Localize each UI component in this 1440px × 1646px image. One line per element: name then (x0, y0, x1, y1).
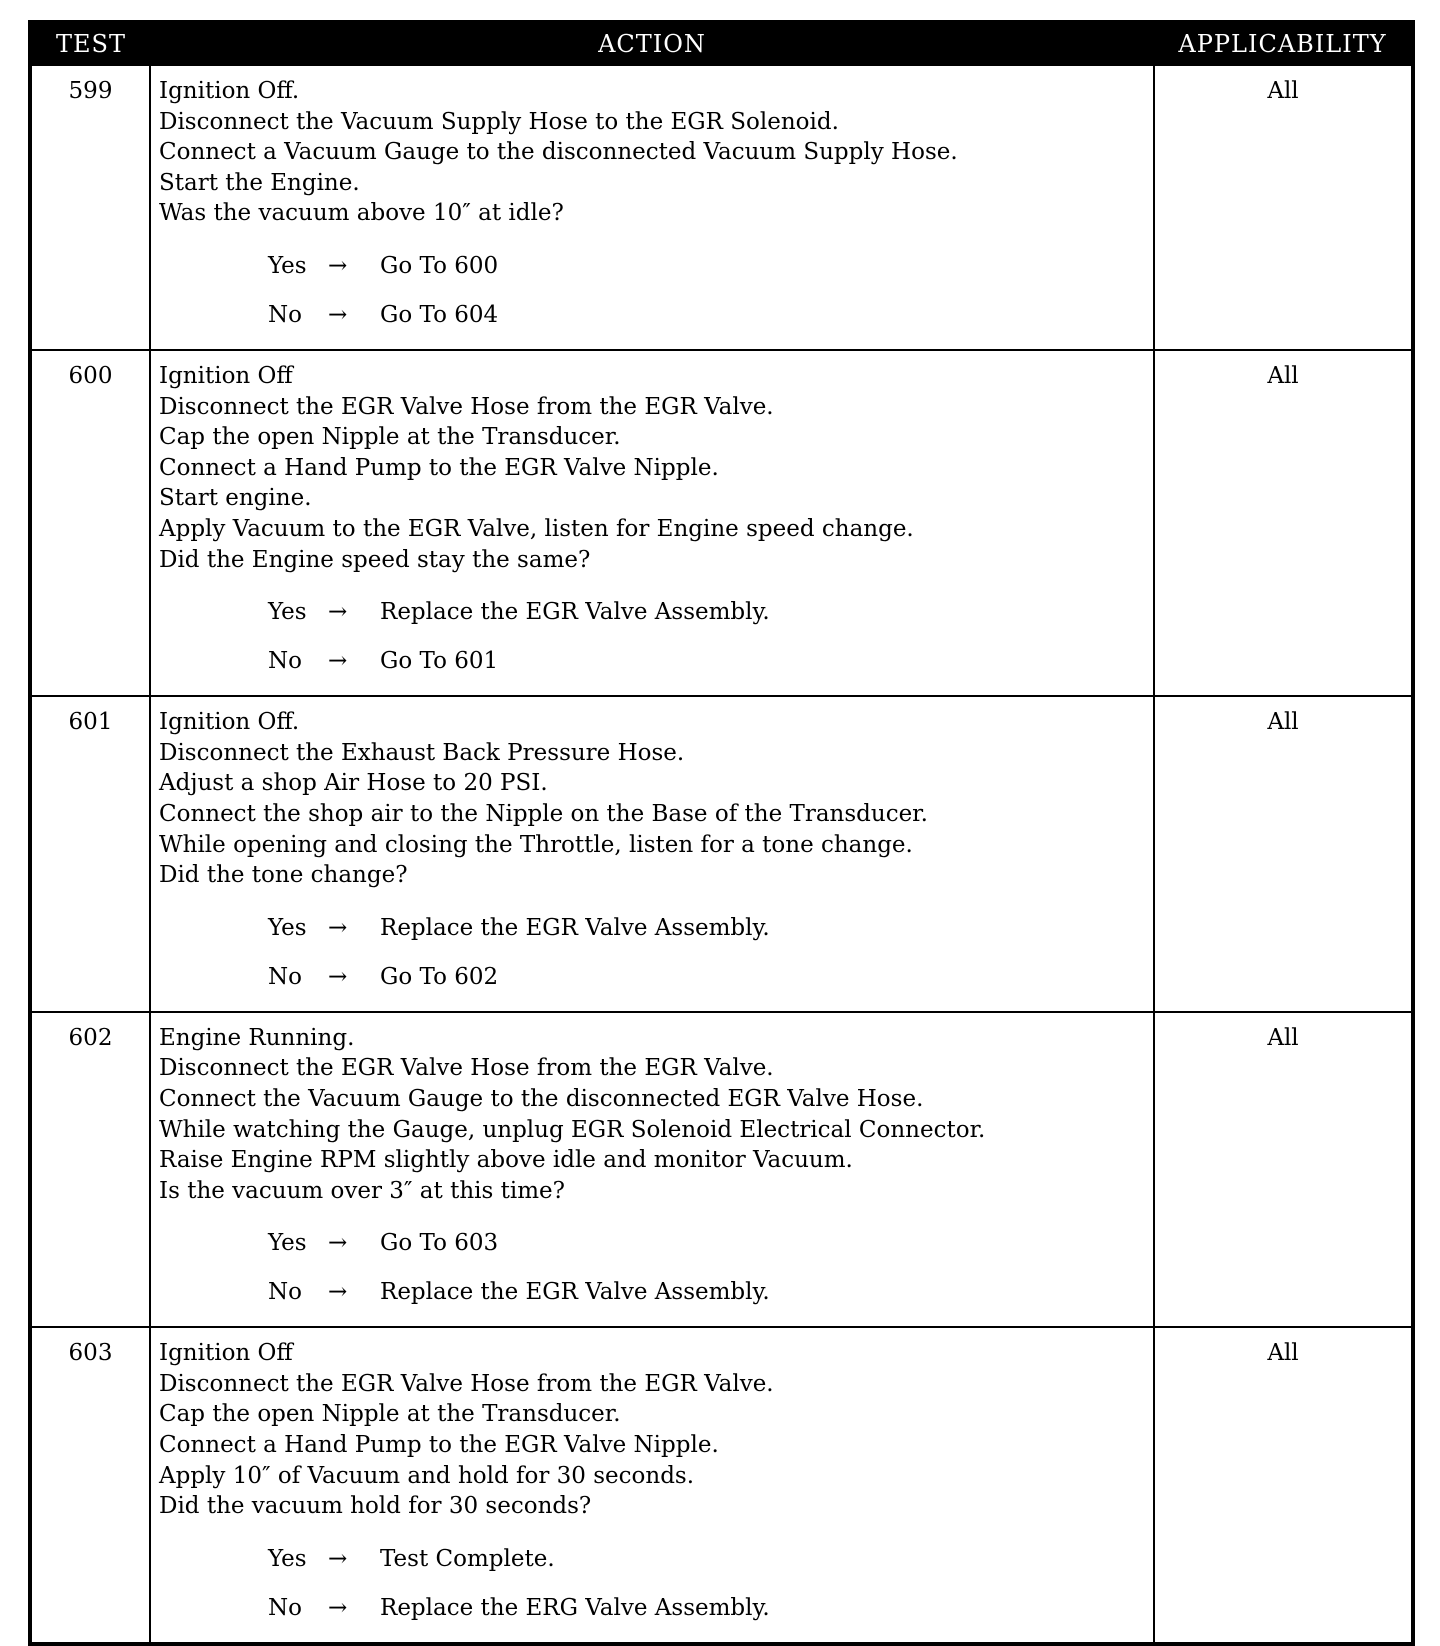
action-step: Adjust a shop Air Hose to 20 PSI. (159, 770, 548, 797)
outcome-no (159, 291, 1145, 340)
arrow-right-icon: → (328, 963, 348, 990)
action-step: Connect the Vacuum Gauge to the disconnected EGR Valve Hose. (159, 1085, 924, 1112)
test-number: 601 (30, 696, 150, 1012)
arrow-right-icon: → (328, 599, 348, 626)
no-result: Go To 604 (380, 302, 499, 329)
outcome-yes (159, 1219, 1145, 1268)
arrow-right-icon: → (328, 302, 348, 329)
no-label: No (268, 963, 302, 990)
header-action: ACTION (150, 22, 1154, 65)
action-cell (150, 1012, 1154, 1328)
outcome-no (159, 1584, 1145, 1633)
action-cell (150, 696, 1154, 1012)
applicability-value: All (1154, 696, 1413, 1012)
no-label: No (268, 302, 302, 329)
test-number: 603 (30, 1327, 150, 1644)
yes-label: Yes (268, 914, 307, 941)
action-step: Apply 10″ of Vacuum and hold for 30 seconds. (159, 1462, 695, 1489)
outcome-no (159, 637, 1145, 686)
table-row-test-601 (30, 696, 1413, 1012)
action-cell (150, 1327, 1154, 1644)
action-step: Is the vacuum over 3″ at this time? (159, 1177, 565, 1204)
arrow-right-icon: → (328, 914, 348, 941)
arrow-right-icon: → (328, 1230, 348, 1257)
no-label: No (268, 648, 302, 675)
outcome-yes (159, 588, 1145, 637)
yes-label: Yes (268, 1546, 307, 1573)
arrow-right-icon: → (328, 648, 348, 675)
outcomes (159, 242, 1145, 340)
no-result: Replace the ERG Valve Assembly. (380, 1595, 770, 1622)
action-step: Did the tone change? (159, 862, 408, 889)
action-step: Cap the open Nipple at the Transducer. (159, 424, 621, 451)
action-step: Disconnect the Vacuum Supply Hose to the EGR Solenoid. (159, 108, 839, 135)
no-result: Go To 602 (380, 963, 499, 990)
action-step: Engine Running. (159, 1024, 355, 1051)
outcome-no (159, 953, 1145, 1002)
action-step: Connect a Vacuum Gauge to the disconnected Vacuum Supply Hose. (159, 139, 958, 166)
yes-result: Go To 603 (380, 1230, 499, 1257)
table-header-row (30, 22, 1413, 65)
outcome-yes (159, 904, 1145, 953)
no-result: Go To 601 (380, 648, 499, 675)
action-step: Apply Vacuum to the EGR Valve, listen for Engine speed change. (159, 515, 914, 542)
action-step: Ignition Off. (159, 78, 300, 104)
yes-result: Go To 600 (380, 253, 499, 280)
arrow-right-icon: → (328, 1595, 348, 1622)
action-step: Disconnect the EGR Valve Hose from the EGR Valve. (159, 1055, 774, 1082)
header-applicability: APPLICABILITY (1154, 22, 1413, 65)
applicability-value: All (1154, 1327, 1413, 1644)
table-row-test-600 (30, 350, 1413, 696)
arrow-right-icon: → (328, 1546, 348, 1573)
action-step: While watching the Gauge, unplug EGR Solenoid Electrical Connector. (159, 1116, 986, 1143)
action-step: While opening and closing the Throttle, listen for a tone change. (159, 831, 913, 858)
outcome-no (159, 1268, 1145, 1317)
action-step: Cap the open Nipple at the Transducer. (159, 1401, 621, 1428)
outcomes (159, 1219, 1145, 1317)
action-step: Did the vacuum hold for 30 seconds? (159, 1493, 592, 1520)
yes-label: Yes (268, 1230, 307, 1257)
outcome-yes (159, 242, 1145, 291)
action-cell (150, 350, 1154, 696)
test-number: 600 (30, 350, 150, 696)
action-step: Start the Engine. (159, 169, 360, 196)
action-step: Raise Engine RPM slightly above idle and monitor Vacuum. (159, 1147, 853, 1174)
action-step: Was the vacuum above 10″ at idle? (159, 200, 564, 227)
yes-label: Yes (268, 599, 307, 626)
diagnostic-test-table (28, 20, 1415, 1646)
outcomes (159, 904, 1145, 1002)
test-number: 599 (30, 65, 150, 350)
table-row-test-602 (30, 1012, 1413, 1328)
no-result: Replace the EGR Valve Assembly. (380, 1279, 770, 1306)
arrow-right-icon: → (328, 1279, 348, 1306)
action-step: Did the Engine speed stay the same? (159, 546, 591, 573)
action-step: Disconnect the Exhaust Back Pressure Hose. (159, 739, 685, 766)
yes-label: Yes (268, 253, 307, 280)
table-row-test-599 (30, 65, 1413, 350)
outcomes (159, 588, 1145, 686)
yes-result: Replace the EGR Valve Assembly. (380, 599, 770, 626)
yes-result: Replace the EGR Valve Assembly. (380, 914, 770, 941)
action-step: Disconnect the EGR Valve Hose from the EGR Valve. (159, 1370, 774, 1397)
no-label: No (268, 1595, 302, 1622)
arrow-right-icon: → (328, 253, 348, 280)
action-cell (150, 65, 1154, 350)
action-step: Connect a Hand Pump to the EGR Valve Nipple. (159, 1432, 719, 1459)
outcome-yes (159, 1535, 1145, 1584)
table-row-test-603 (30, 1327, 1413, 1644)
applicability-value: All (1154, 65, 1413, 350)
action-step: Connect the shop air to the Nipple on the Base of the Transducer. (159, 800, 928, 827)
outcomes (159, 1535, 1145, 1633)
action-step: Connect a Hand Pump to the EGR Valve Nipple. (159, 454, 719, 481)
applicability-value: All (1154, 1012, 1413, 1328)
no-label: No (268, 1279, 302, 1306)
action-step: Ignition Off (159, 363, 293, 389)
diagnostic-test-table-container (28, 20, 1411, 1646)
action-step: Ignition Off (159, 1340, 293, 1367)
applicability-value: All (1154, 350, 1413, 696)
action-step: Ignition Off. (159, 709, 300, 736)
yes-result: Test Complete. (380, 1546, 555, 1573)
test-number: 602 (30, 1012, 150, 1328)
action-step: Disconnect the EGR Valve Hose from the EGR Valve. (159, 393, 774, 420)
action-step: Start engine. (159, 485, 312, 512)
header-test: TEST (30, 22, 150, 65)
